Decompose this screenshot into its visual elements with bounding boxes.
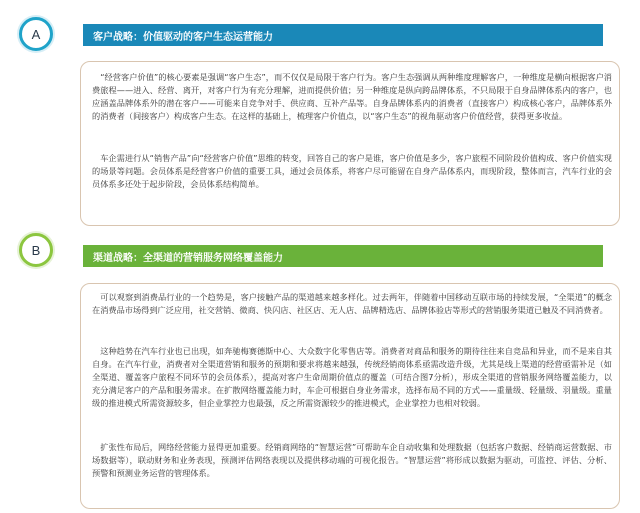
section-b-paragraph-3: 扩张性布局后，网络经营能力显得更加重要。经销商网络的“智慧运营”可帮助车企自动收集和处理数据（包括客户数据、经销商运营数据、市场数据等），联动财务和业务表现，预测评估网络表现以及提供移动端的可视化报告。“智慧运营”将形成以数据为驱动，可监控、评估、分析、预警和预测业务运营的管理体系。	[92, 442, 612, 478]
section-b-paragraph-1: 可以观察到消费品行业的一个趋势是，客户接触产品的渠道越来越多样化。过去两年，伴随着中国移动互联市场的持续发展，“全渠道”的概念在消费品市场得到广泛应用，社交营销、微商、快闪店、社区店、无人店、品牌精选店、品牌体验店等形式的营销服务渠道已触及不同消费者。	[92, 292, 612, 315]
section-a-paragraph-2: 车企需进行从“销售产品”向“经营客户价值”思维的转变，回答自己的客户是谁，客户价值是多少，客户旅程不同阶段价值构成、客户价值实现的场景等问题。会员体系是经营客户价值的重要工具，通过会员体系，将客户尽可能留在自身产品体系内，而现阶段，整体而言，汽车行业的会员体系多还处于起步阶段，会员体系结构简单。	[92, 153, 612, 189]
section-a-paragraph-1: “经营客户价值”的核心要素是强调“客户生态”，而不仅仅是局限于客户行为。客户生态强调从两种维度理解客户，一种维度是横向根据客户消费旅程——进入、经营、离开，对客户行为有充分理解，进而提供价值；另一种维度是纵向跨品牌体系，不只局限于自身品牌体系内的客户，也应涵盖品牌体系外的潜在客户——可能来自竞争对手、供应商、互补产品等。自身品牌体系内的消费者（直接客户）构成核心客户，品牌体系外的消费者（间接客户）构成客户生态。在这样的基础上，梳理客户价值点，以“客户生态”的视角驱动客户价值经营，获得更多收益。	[92, 72, 612, 121]
section-a-badge: A	[19, 17, 53, 51]
section-b-paragraph-2: 这种趋势在汽车行业也已出现，如奔驰梅赛德斯中心、大众数字化零售店等。消费者对商品和服务的期待往往来自竞品和异业，而不是来自其自身。在汽车行业，消费者对全渠道营销和服务的预期和要求将越来越强，传统经销商体系亟需改造升级，尤其是线上渠道的经营亟需补足（如全渠道、覆盖客户旅程不同环节的会员体系），提高对客户生命周期价值点的覆盖（可结合图7分析），形成全渠道的营销服务网络覆盖能力，以充分满足客户的产品和服务需求。在扩散网络覆盖能力时，车企可根据自身业务需求，选择布局不同的方式——重量级、轻量级、羽量级。重量级的推进模式所需资源较多，但企业掌控力也最强，反之所需资源较少的推进模式，企业掌控力也相对较弱。	[92, 346, 612, 408]
section-b-badge: B	[19, 233, 53, 267]
section-b-title-bar: 渠道战略：全渠道的营销服务网络覆盖能力	[83, 245, 603, 267]
section-a-title-bar: 客户战略：价值驱动的客户生态运营能力	[83, 24, 603, 46]
